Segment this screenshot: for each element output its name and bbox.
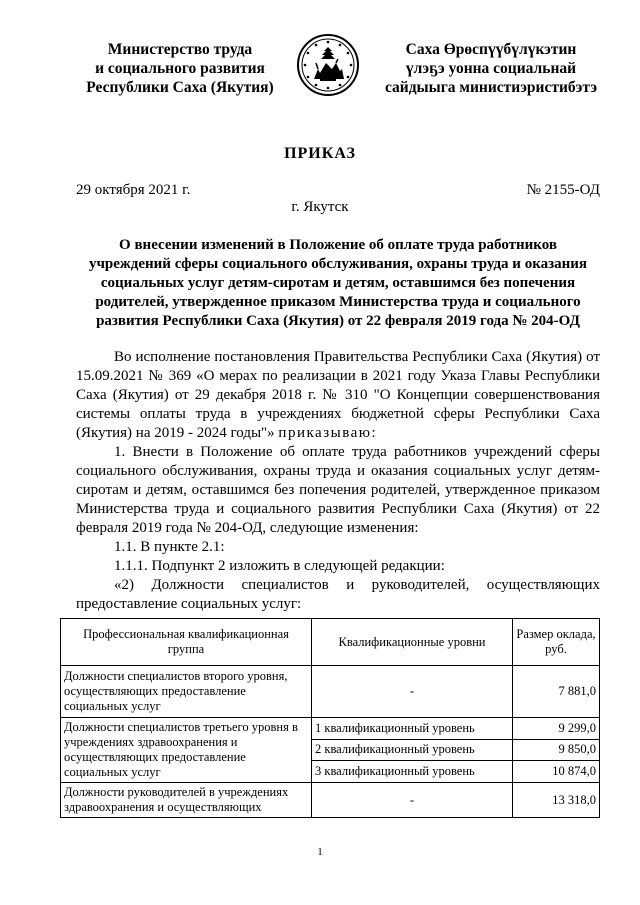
order-body [76,348,600,614]
clause-1-1: 1.1. В пункте 2.1: [114,539,225,555]
clause-1: 1. Внести в Положение об оплате труда работников учреждений сферы социального обслуживания, охраны труда и оказания социальных услуг детям-сиротам и детям, оставшимся без попечения родителей, утвержденное приказом Министерства труда и социального развития Республики Саха (Якутия) от 22 февраля 2019 года № 204-ОД, следующие изменения: [76,444,600,536]
ministry-name-ru [70,40,290,97]
order-subject-line: О внесении изменений в Положение об оплате труда работников [119,237,557,253]
preamble-text: Во исполнение постановления Правительства Республики Саха (Якутия) от 15.09.2021 № 369 «О мерах по реализации в 2021 году Указа Главы Республики Саха (Якутия) от 29 декабря 2018 г. № 310 "О Концепции совершенствования системы оплаты труда в учреждениях бюджетной сферы Республики Саха (Якутия) на 2019 - 2024 годы"» [76,349,600,441]
salary-table [60,618,600,818]
clause-2-line-1: «2) Должности специалистов и руководителей, осуществляющих [114,577,600,593]
header-salary: Размер оклада, руб. [513,619,600,666]
page-number: 1 [317,846,323,858]
salary-value: 9 299,0 [513,718,600,740]
qualification-level: 1 квалификационный уровень [312,718,513,740]
ministry-name-ru-line: Республики Саха (Якутия) [86,79,274,96]
table-row [61,783,600,818]
ministry-name-sakha-line: үлэҕэ уонна социальнай [405,60,577,77]
group-name: Должности руководителей в учреждениях здравоохранения и осуществляющих [61,783,312,818]
ministry-name-ru-line: и социального развития [95,60,265,77]
salary-value: 10 874,0 [513,761,600,783]
header-level: Квалификационные уровни [312,619,513,666]
qualification-level: - [312,666,513,718]
group-name: Должности специалистов третьего уровня в учреждениях здравоохранения и осуществляющих предоставление социальных услуг [61,718,312,783]
order-city: г. Якутск [291,199,349,215]
order-subject-line: учреждений сферы социального обслуживания, охраны труда и оказания [88,256,588,272]
table-header-row [61,619,600,666]
salary-value: 7 881,0 [513,666,600,718]
qualification-level: 2 квалификационный уровень [312,739,513,761]
preamble-paragraph [76,348,600,443]
order-subject-line: родителей, утвержденное приказом Министерства труда и социального [95,294,581,310]
ministry-name-sakha-line: Саха Өрөспүүбүлүкэтин [405,41,577,58]
qualification-level: - [312,783,513,818]
order-subject-line: социальных услуг детям-сиротам и детям, оставшимся без попечения [100,275,576,291]
ministry-name-sakha-line: сайдыыга министиэристибэтэ [384,79,598,96]
header-group: Профессиональная квалификационная группа [61,619,312,666]
order-subject [76,236,600,331]
salary-value: 9 850,0 [513,739,600,761]
order-subject-line: развития Республики Саха (Якутия) от 22 февраля 2019 года № 204-ОД [96,313,580,329]
group-name: Должности специалистов второго уровня, осуществляющих предоставление социальных услуг [61,666,312,718]
yakutia-coat-of-arms-icon [296,33,360,97]
qualification-level: 3 квалификационный уровень [312,761,513,783]
order-date: 29 октября 2021 г. [76,182,191,198]
clause-2-line-2: предоставление социальных услуг: [76,596,302,612]
table-row [61,718,600,740]
clause-1-1-1: 1.1.1. Подпункт 2 изложить в следующей редакции: [114,558,445,574]
document-title: ПРИКАЗ [284,145,356,162]
ministry-name-sakha [372,40,610,97]
table-row [61,666,600,718]
order-number: № 2155-ОД [526,182,600,198]
order-verb: приказываю: [278,425,378,441]
salary-value: 13 318,0 [513,783,600,818]
ministry-name-ru-line: Министерство труда [107,41,253,58]
